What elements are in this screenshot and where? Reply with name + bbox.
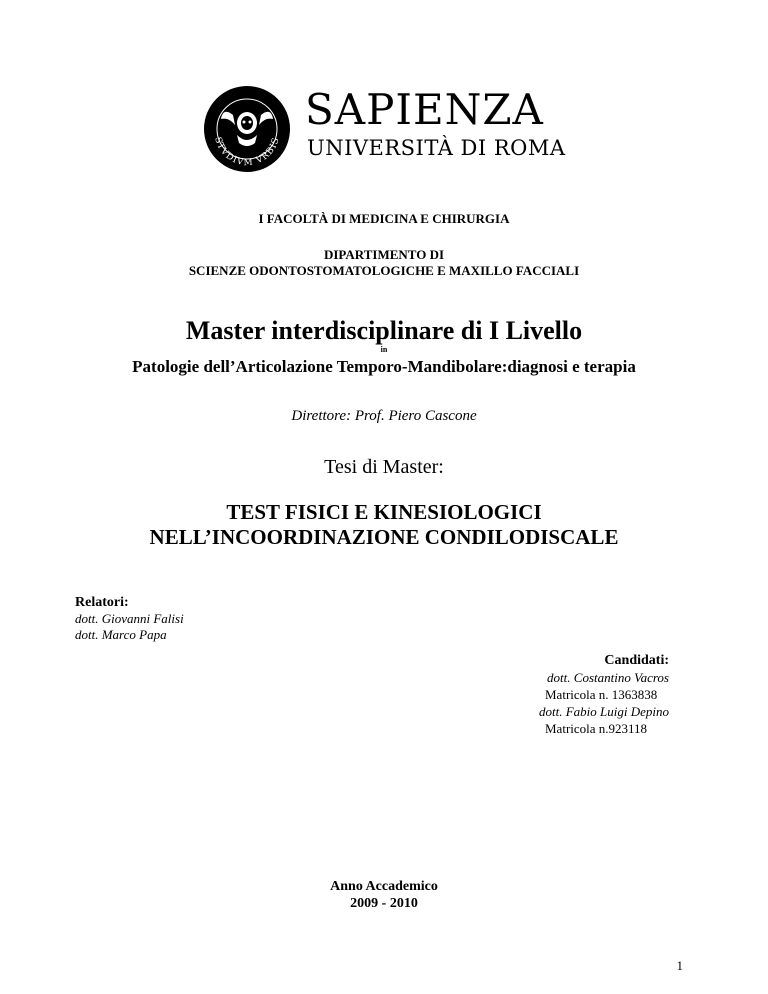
page-number: 1 <box>676 958 683 973</box>
candidate-matricola: Matricola n.923118 <box>545 721 648 736</box>
svg-text:STVDIVM VRBIS: STVDIVM VRBIS <box>212 136 282 169</box>
relatori-label: Relatori: <box>75 595 129 610</box>
master-title: Master interdisciplinare di I Livello <box>185 316 583 345</box>
candidate-name: dott. Costantino Vacros <box>547 670 669 685</box>
candidati-label: Candidati: <box>604 653 669 668</box>
thesis-title-line2: NELL’INCOORDINAZIONE CONDILODISCALE <box>149 525 619 549</box>
candidate-matricola: Matricola n. 1363838 <box>545 687 658 702</box>
university-logo <box>203 85 623 170</box>
academic-year-range: 2009 - 2010 <box>350 896 418 911</box>
thesis-label: Tesi di Master: <box>324 456 444 478</box>
academic-year-label: Anno Accademico <box>330 879 438 894</box>
master-subject: Patologie dell’Articolazione Temporo-Mandibolare:diagnosi e terapia <box>132 357 636 376</box>
relatori-block <box>75 595 184 643</box>
master-director: Direttore: Prof. Piero Cascone <box>291 408 477 424</box>
university-name: SAPIENZA <box>305 85 544 134</box>
candidate-name: dott. Fabio Luigi Depino <box>539 704 669 719</box>
sapienza-seal-icon <box>203 85 291 173</box>
thesis-title-line1: TEST FISICI E KINESIOLOGICI <box>226 500 542 524</box>
department-line2: SCIENZE ODONTOSTOMATOLOGICHE E MAXILLO FACCIALI <box>188 263 580 278</box>
university-subtitle: UNIVERSITÀ DI ROMA <box>307 136 566 160</box>
candidati-block <box>539 652 669 737</box>
faculty-heading: I FACOLTÀ DI MEDICINA E CHIRURGIA <box>258 211 510 226</box>
master-connector: in <box>380 345 388 354</box>
relatore-name: dott. Giovanni Falisi <box>75 611 184 626</box>
relatore-name: dott. Marco Papa <box>75 627 167 642</box>
department-line1: DIPARTIMENTO DI <box>323 247 445 262</box>
